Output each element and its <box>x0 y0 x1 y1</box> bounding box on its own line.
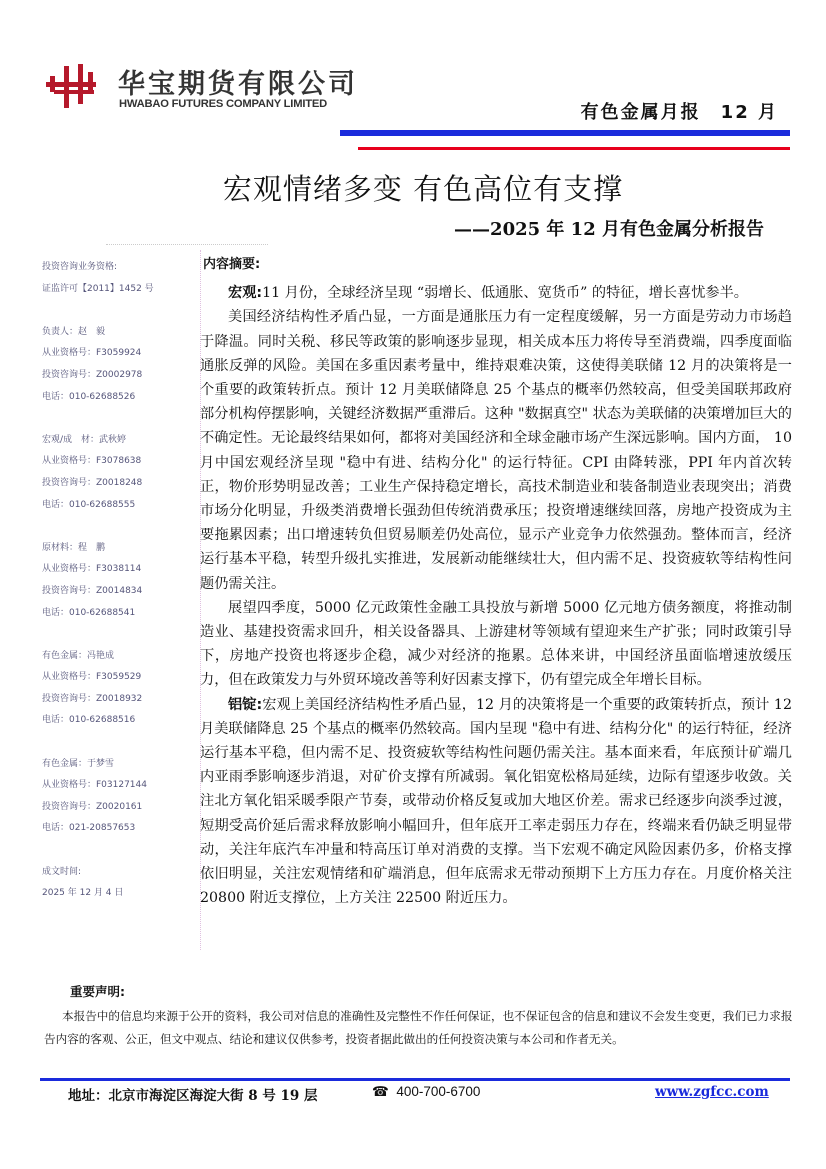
analyst-sidebar <box>42 260 192 908</box>
report-title-text: 宏观情绪多变 有色高位有支撑 <box>222 172 624 206</box>
report-type: 有色金属月报 12 月 <box>580 102 778 123</box>
header-divider-blue <box>340 130 790 136</box>
analyst-consult: 投资咨询号：Z0014834 <box>42 585 143 596</box>
paragraph: 展望四季度，5000 亿元政策性金融工具投放与新增 5000 亿元地方债务额度，将推动制造业、基建投资需求回升，相关设备器具、上游建材等领域有望迎来生产扩张；同时政策引导下，房地产投资也将逐步企稳，减少对经济的拖累。总体来讲，中国经济虽面临增速放缓压力，但在政策发力与外贸环境改善等利好因素支撑下，仍有望完成全年增长目标。 <box>200 599 792 689</box>
macro-lead: 11 月份，全球经济呈现 “弱增长、低通胀、宽货币” 的特征，增长喜忧参半。 <box>262 285 748 302</box>
analyst-role: 有色金属：于梦雪 <box>42 758 115 769</box>
analyst-role: 有色金属：冯艳成 <box>42 650 115 661</box>
aluminum-text: 宏观上美国经济结构性矛盾凸显，12 月的决策将是一个重要的政策转折点，预计 12 月美联储降息 25 个基点的概率仍然较高。国内呈现 "稳中有进、结构分化" 的运行特征，经济运行基本平稳，但内需不足、投资疲软等结构性问题仍需关注。基本面来看，年底预计矿端几内亚雨季影响逐步消退，对矿价支撑有所减弱。氧化铝宽松格局延续，边际有望逐步收敛。关注北方氧化铝采暖季限产节奏，或带动价格反复或加大地区价差。需求已经逐步向淡季过渡，短期受高价延后需求释放影响小幅回升，但年底开工率走弱压力存在，终端来看仍缺乏明显带动，关注年底汽车冲量和特高压订单对消费的支撑。当下宏观不确定风险因素仍多，价格支撑依旧明显，关注宏观情绪和矿端消息，但年底需求无带动预期下上方压力存在。月度价格关注 20800 附近支撑位，上方关注 22500 附近压力。 <box>200 696 792 907</box>
analyst-role: 负责人：赵 毅 <box>42 326 106 337</box>
macro-paragraph <box>200 281 792 305</box>
analyst-phone: 电话：010-62688516 <box>42 715 136 726</box>
company-logo-icon <box>44 64 98 108</box>
report-subtitle: ——2025 年 12 月有色金属分析报告 <box>454 219 764 240</box>
footer-address: 地址：北京市海淀区海淀大街 8 号 19 层 <box>68 1088 318 1104</box>
report-title <box>0 167 826 208</box>
qualification-value: 证监许可【2011】1452 号 <box>42 283 154 294</box>
disclaimer-title: 重要声明: <box>70 984 125 999</box>
disclaimer-text: 本报告中的信息均来源于公开的资料，我公司对信息的准确性及完整性不作任何保证，也不保证包含的信息和建议不会发生变更，我们已力求报告内容的客观、公正，但文中观点、结论和建议仅供参考，投资者据此做出的任何投资决策与本公司和作者无关。 <box>44 1009 793 1046</box>
company-name-en: HWABAO FUTURES COMPANY LIMITED <box>119 98 328 110</box>
date-label: 成文时间: <box>42 866 82 877</box>
phone-number: 400-700-6700 <box>396 1084 481 1099</box>
telephone-icon: ☎ <box>372 1084 389 1099</box>
analyst-license: 从业资格号：F3078638 <box>42 456 142 467</box>
analyst-consult: 投资咨询号：Z0020161 <box>42 801 143 812</box>
summary-heading: 内容摘要: <box>203 257 261 272</box>
analyst-license: 从业资格号：F3059529 <box>42 672 142 683</box>
paragraph: 美国经济结构性矛盾凸显，一方面是通胀压力有一定程度缓解，另一方面是劳动力市场趋于降温。同时关税、移民等政策的影响逐步显现，相关成本压力将传导至消费端，四季度面临通胀反弹的风险。美国在多重因素考量中，维持艰难决策，这使得美联储 12 月的决策将是一个重要的政策转折点。预计 12 月美联储降息 25 个基点的概率仍然较高，但受美国联邦政府部分机构停摆影响，关键经济数据严重滞后。这种 "数据真空" 状态为美联储的决策增加巨大的不确定性。无论最终结果如何，都将对美国经济和全球金融市场产生深远影响。国内方面， 10 月中国宏观经济呈现 "稳中有进、结构分化" 的运行特征。CPI 由降转涨，PPI 年内首次转正，物价形势明显改善；工业生产保持稳定增长，高技术制造业和装备制造业表现突出；消费市场分化明显，升级类消费增长强劲但传统消费承压；投资增速继续回落，房地产投资成为主要拖累因素；出口增速转负但贸易顺差仍处高位，显示产业竞争力依然强劲。整体而言，经济运行基本平稳，转型升级扎实推进，发展新动能继续壮大，但内需不足、投资疲软等结构性问题仍需关注。 <box>200 309 792 592</box>
analyst-consult: 投资咨询号：Z0018248 <box>42 477 143 488</box>
qualification-label: 投资咨询业务资格: <box>42 262 118 272</box>
company-name-cn: 华宝期货有限公司 <box>118 69 358 100</box>
analyst-license: 从业资格号：F3038114 <box>42 564 142 575</box>
summary-section <box>200 253 792 910</box>
header-divider-red <box>358 147 790 150</box>
analyst-role: 原材料：程 鹏 <box>42 542 106 553</box>
aluminum-label: 铝锭: <box>228 696 263 713</box>
analyst-phone: 电话：010-62688526 <box>42 391 136 402</box>
analyst-consult: 投资咨询号：Z0018932 <box>42 693 143 704</box>
analyst-phone: 电话：010-62688555 <box>42 499 136 510</box>
analyst-phone: 电话：021-20857653 <box>42 823 136 834</box>
analyst-role: 宏观/成 材：武秋婷 <box>42 434 127 445</box>
analyst-license: 从业资格号：F03127144 <box>42 780 147 791</box>
divider <box>106 244 268 245</box>
footer-phone <box>372 1084 480 1100</box>
analyst-consult: 投资咨询号：Z0002978 <box>42 369 143 380</box>
analyst-license: 从业资格号：F3059924 <box>42 348 142 359</box>
date-value: 2025 年 12 月 4 日 <box>42 888 124 899</box>
analyst-phone: 电话：010-62688541 <box>42 607 136 618</box>
macro-label: 宏观: <box>228 285 263 302</box>
aluminum-paragraph <box>200 693 792 911</box>
website-link[interactable]: www.zgfcc.com <box>655 1084 769 1100</box>
footer-divider <box>40 1078 790 1081</box>
